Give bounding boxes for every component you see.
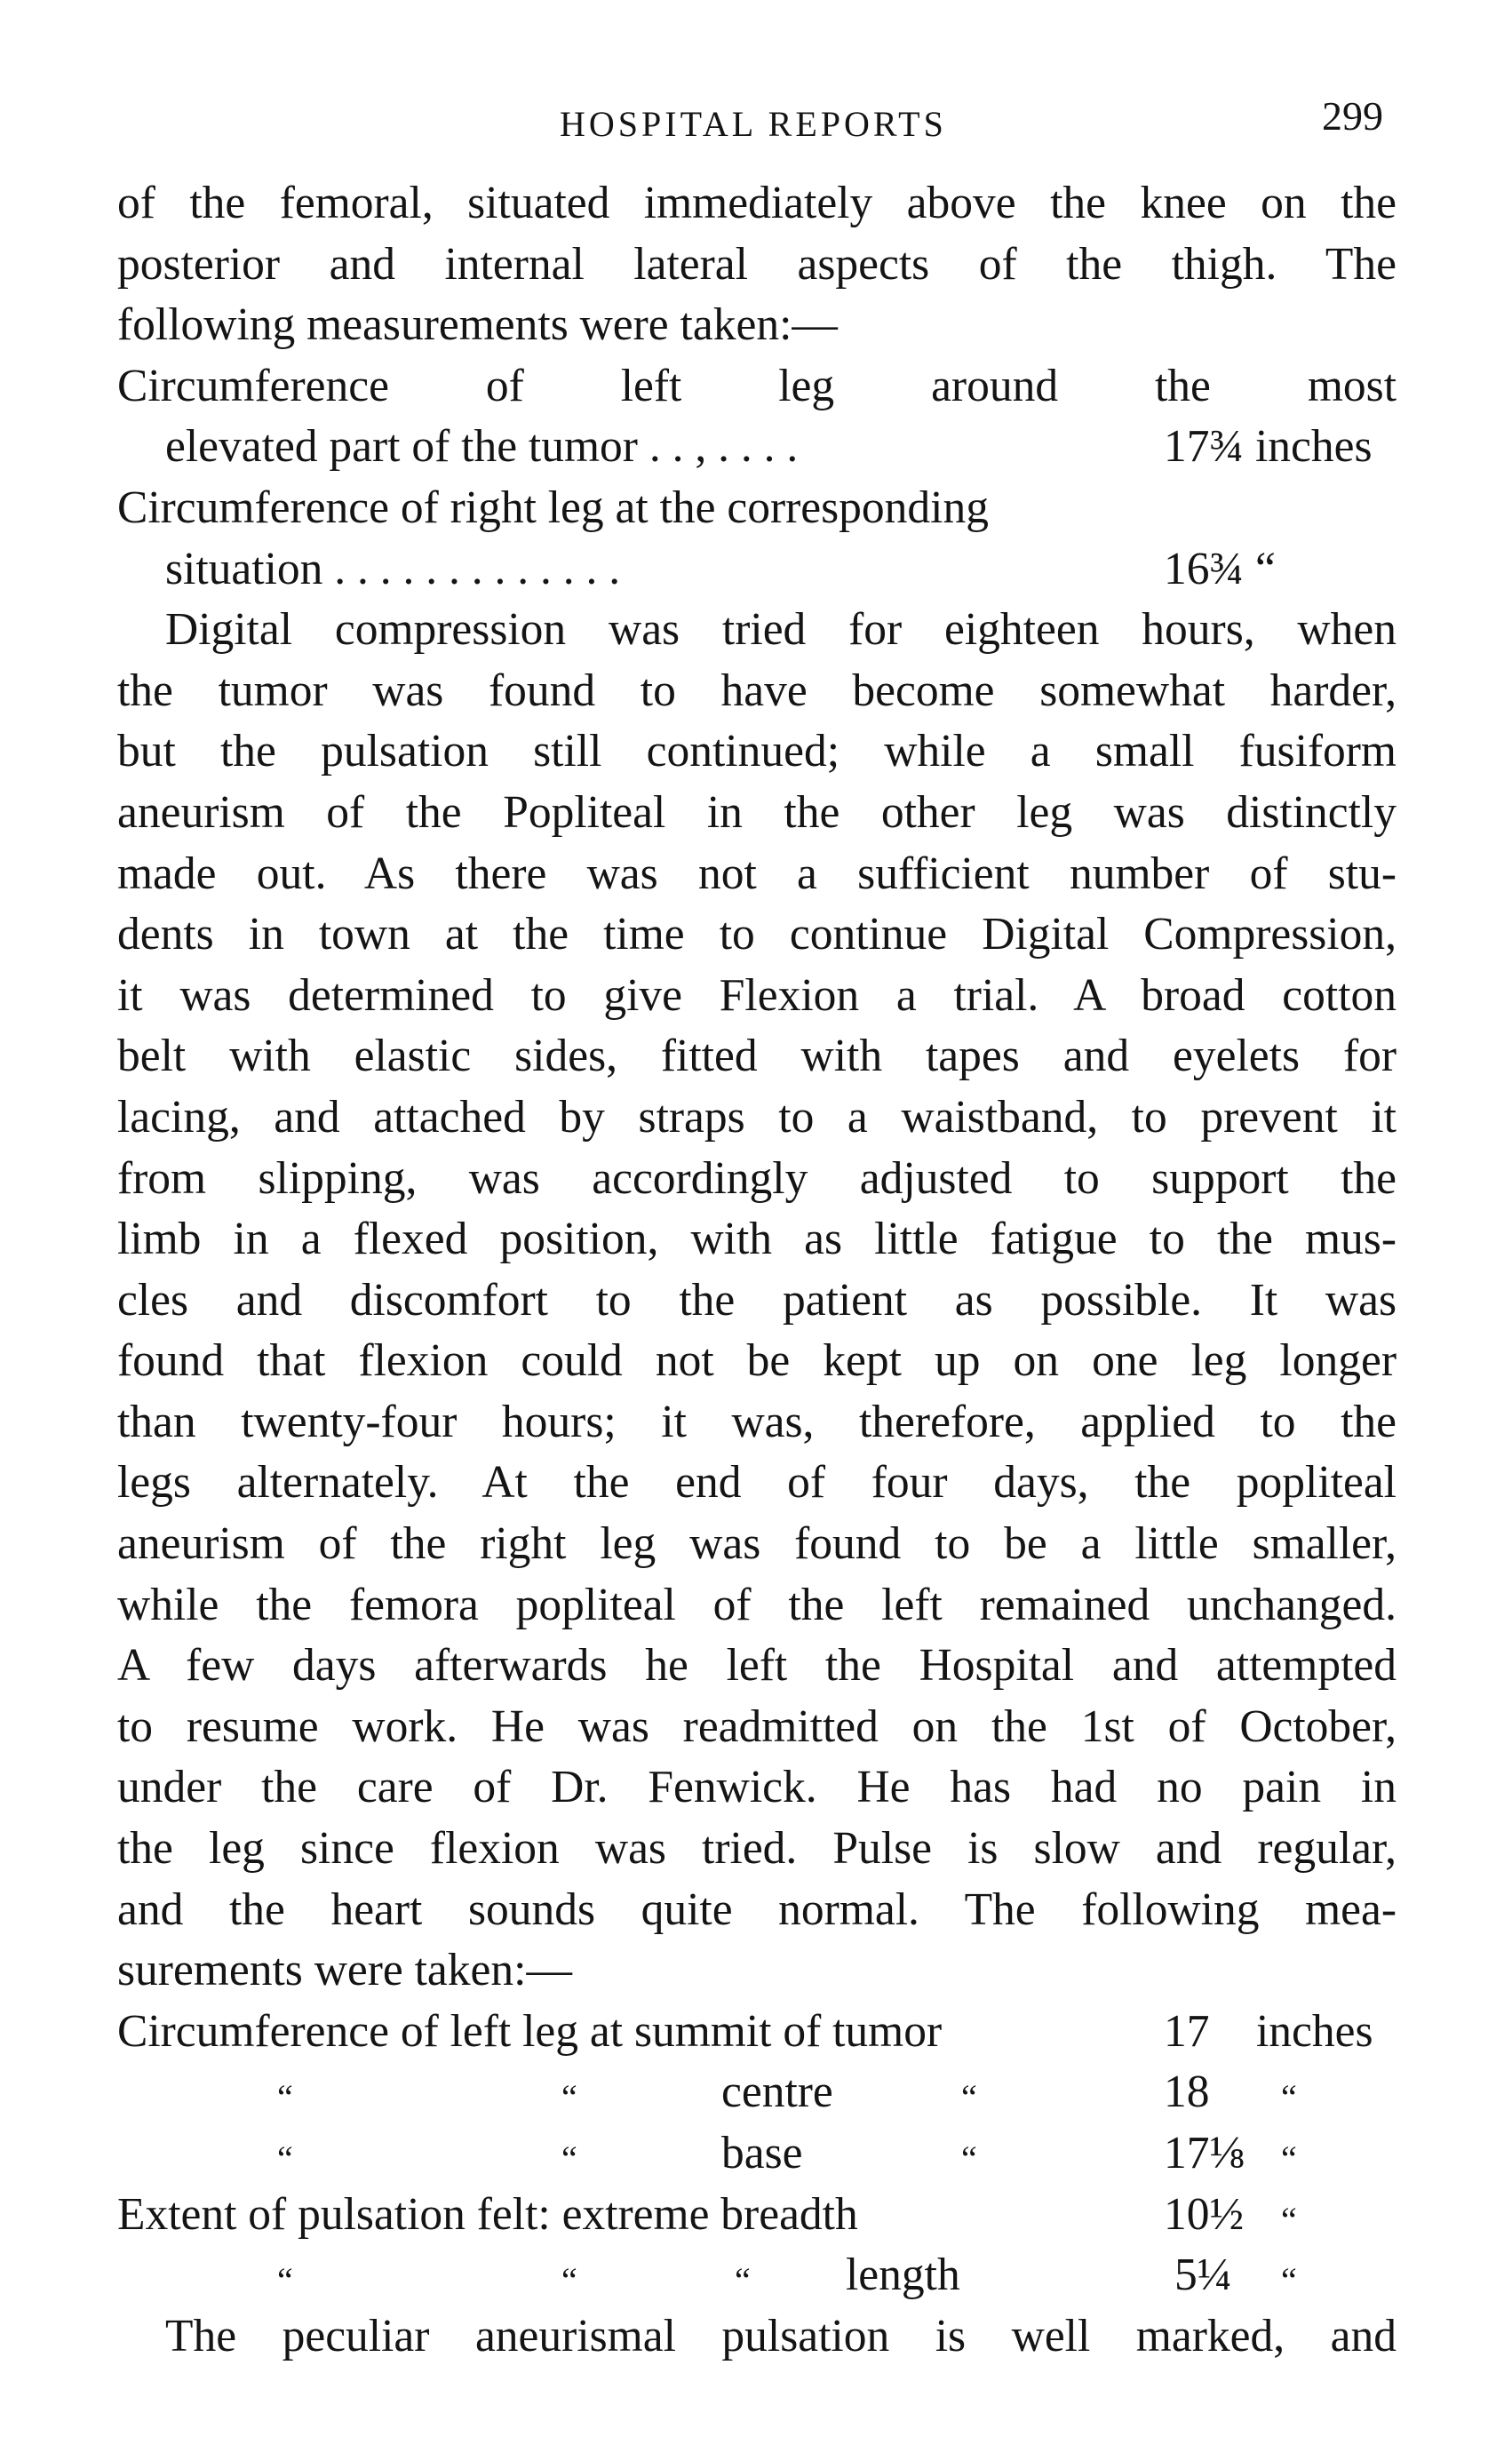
text-line: made out. As there was not a sufficient number of stu- [117,848,1397,899]
measurement-label: Circumference of left leg at summit of tumor [117,2005,943,2057]
text-line: found that flexion could not be kept up on one leg longer [117,1335,1397,1387]
body-text [117,173,1397,2367]
text-line: following measurements were taken:— [117,299,838,351]
ditto-mark: “ [1281,2077,1297,2118]
ditto-mark: “ [277,2138,293,2178]
text-line: it was determined to give Flexion a trial. A broad cotton [117,969,1397,1021]
measurement-value: 17 [1164,2005,1210,2057]
measurement-row [117,2245,1397,2306]
ditto-mark: “ [561,2077,577,2118]
text-line: while the femora popliteal of the left remained unchanged. [117,1579,1397,1630]
text-line: to resume work. He was readmitted on the 1st of October, [117,1700,1397,1752]
measurement-value: 5¼ [1174,2250,1232,2301]
measurement-value: 17¾ inches [1164,421,1373,473]
text-line: and the heart sounds quite normal. The following mea- [117,1883,1397,1935]
measurement-label: centre [721,2067,833,2118]
measurement-unit: inches [1256,2005,1373,2057]
measurement-label: Circumference of left leg around the most [117,360,1397,411]
measurement-row [117,2062,1397,2123]
page-number: 299 [1322,93,1383,139]
ditto-mark: “ [561,2260,577,2301]
text-line: dents in town at the time to continue Digital Compression, [117,909,1397,960]
measurement-value: 10½ [1164,2188,1245,2240]
text-line: limb in a flexed position, with as little fatigue to the mus- [117,1214,1397,1265]
measurement-value: 17⅛ [1164,2128,1245,2178]
ditto-mark: “ [1281,2199,1297,2240]
text-line: the tumor was found to have become somewhat harder, [117,665,1397,716]
measurement-label: length [846,2250,960,2301]
measurement-label: Circumference of right leg at the corresponding [117,482,989,533]
text-line: but the pulsation still continued; while a small fusiform [117,726,1397,777]
measurement-row [117,2002,1397,2063]
ditto-mark: “ [735,2260,751,2301]
ditto-mark: “ [961,2138,977,2178]
measurement-row [117,2185,1397,2246]
measurement-label: Extent of pulsation felt: extreme breadth [117,2188,858,2240]
text-line: under the care of Dr. Fenwick. He has had no pain in [117,1762,1397,1813]
text-line: posterior and internal lateral aspects of the thigh. The [117,238,1397,290]
text-line: aneurism of the Popliteal in the other leg was distinctly [117,786,1397,838]
ditto-mark: “ [961,2077,977,2118]
text-line: surements were taken:— [117,1945,572,1996]
page-header [0,91,1512,153]
text-line: the leg since flexion was tried. Pulse is slow and regular, [117,1823,1397,1875]
text-line: The peculiar aneurismal pulsation is well marked, and [165,2310,1397,2361]
text-line: legs alternately. At the end of four days, the popliteal [117,1457,1397,1509]
ditto-mark: “ [277,2077,293,2118]
text-line: lacing, and attached by straps to a waistband, to prevent it [117,1091,1397,1143]
measurement-row [117,2123,1397,2185]
text-line: belt with elastic sides, fitted with tapes and eyelets for [117,1031,1397,1082]
ditto-mark: “ [1281,2260,1297,2301]
measurement-row [117,539,1397,601]
measurement-value: 16¾ “ [1164,543,1276,594]
measurement-label-cont: situation . . . . . . . . . . . . . [165,543,621,594]
text-line: aneurism of the right leg was found to be a little smaller, [117,1518,1397,1570]
measurement-label-cont: elevated part of the tumor . . , . . . . [165,421,799,473]
text-line: cles and discomfort to the patient as possible. It was [117,1274,1397,1326]
text-line: Digital compression was tried for eighteen hours, when [165,604,1397,656]
measurement-row [117,417,1397,478]
text-line: than twenty-four hours; it was, therefore, applied to the [117,1396,1397,1447]
ditto-mark: “ [277,2260,293,2301]
ditto-mark: “ [1281,2138,1297,2178]
measurement-label: base [721,2128,803,2178]
ditto-mark: “ [561,2138,577,2178]
measurement-value: 18 [1164,2067,1210,2118]
running-head: HOSPITAL REPORTS [560,104,947,144]
text-line: A few days afterwards he left the Hospital and attempted [117,1640,1397,1692]
text-line: of the femoral, situated immediately above the knee on the [117,178,1397,228]
text-line: from slipping, was accordingly adjusted to support the [117,1152,1397,1204]
